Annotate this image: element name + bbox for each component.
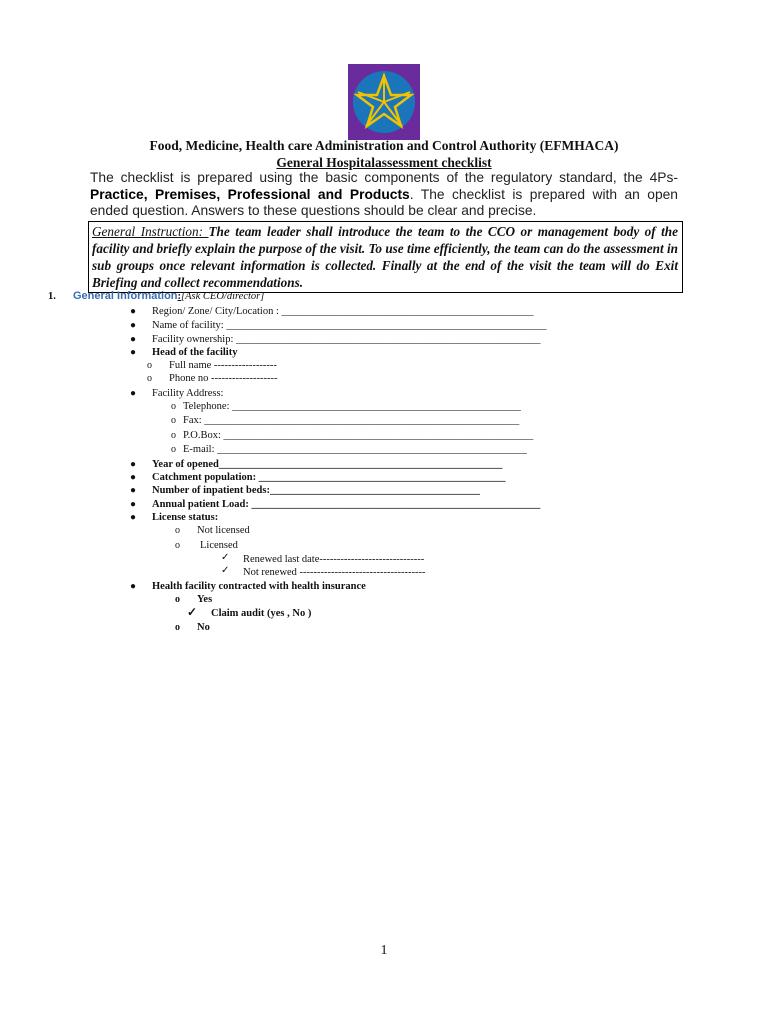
ethiopian-emblem-icon — [348, 64, 420, 140]
checkmark-icon: ✓ — [221, 565, 230, 576]
bullet-icon: ● — [130, 388, 137, 399]
licensed-option[interactable]: Licensed — [200, 540, 238, 551]
inpatient-beds-field[interactable]: Number of inpatient beds:________________________________________ — [152, 485, 480, 496]
checklist-title: General Hospitalassessment checklist — [276, 155, 492, 170]
bullet-icon: ● — [130, 499, 137, 510]
circle-bullet-icon: o — [147, 373, 152, 384]
checkmark-icon: ✓ — [221, 552, 230, 563]
renewed-last-date-field[interactable]: Renewed last date------------------------------ — [243, 554, 425, 565]
not-licensed-option[interactable]: Not licensed — [197, 525, 250, 536]
section-heading: 1. General Information:[Ask CEO/director] — [48, 290, 265, 302]
circle-bullet-icon: o — [171, 415, 176, 426]
health-insurance-label: Health facility contracted with health insurance — [152, 581, 366, 592]
facility-name-field[interactable]: Name of facility: _____________________________________________________________ — [152, 320, 547, 331]
full-name-field[interactable]: Full name ------------------ — [169, 360, 277, 371]
bullet-icon: ● — [130, 334, 137, 345]
license-status-label: License status: — [152, 512, 219, 523]
pobox-field[interactable]: P.O.Box: ___________________________________________________________ — [183, 430, 534, 441]
general-instruction-box: General Instruction: The team leader shall introduce the team to the CCO or management body of the facility and briefly explain the purpose of the visit. To use time efficiently, the team can do the assessment in sub groups once relevant information is collected. Finally at the end of the visit the team will do Exit Briefing and collect recommendations. — [88, 221, 683, 293]
page-number: 1 — [380, 943, 388, 958]
bullet-icon: ● — [130, 512, 137, 523]
bullet-icon: ● — [130, 347, 137, 358]
region-field[interactable]: Region/ Zone/ City/Location : ________________________________________________ — [152, 306, 534, 317]
circle-bullet-icon: o — [171, 401, 176, 412]
bullet-icon: ● — [130, 306, 137, 317]
bullet-icon: ● — [130, 459, 137, 470]
annual-patient-load-field[interactable]: Annual patient Load: _______________________________________________________ — [152, 499, 541, 510]
insurance-no-option[interactable]: No — [197, 622, 210, 633]
facility-address-label: Facility Address: — [152, 388, 224, 399]
authority-title: Food, Medicine, Health care Administration and Control Authority (EFMHACA) — [149, 138, 619, 153]
checkmark-icon: ✓ — [187, 605, 198, 619]
circle-bullet-icon: o — [175, 622, 180, 633]
bullet-icon: ● — [130, 581, 137, 592]
instruction-label: General Instruction: — [92, 224, 209, 239]
intro-paragraph: The checklist is prepared using the basic components of the regulatory standard, the 4Ps- Practice, Premises, Professional and Products. The checklist is prepared with an open ended question. Answers to these questions should be clear and precise. — [90, 170, 678, 218]
circle-bullet-icon: o — [175, 594, 180, 605]
facility-ownership-field[interactable]: Facility ownership: __________________________________________________________ — [152, 334, 541, 345]
claim-audit-field[interactable]: Claim audit (yes , No ) — [211, 608, 312, 619]
email-field[interactable]: E-mail: ___________________________________________________________ — [183, 444, 527, 455]
telephone-field[interactable]: Telephone: _______________________________________________________ — [183, 401, 521, 412]
head-of-facility-label: Head of the facility — [152, 347, 238, 358]
fax-field[interactable]: Fax: ____________________________________________________________ — [183, 415, 520, 426]
circle-bullet-icon: o — [175, 525, 180, 536]
bullet-icon: ● — [130, 485, 137, 496]
circle-bullet-icon: o — [171, 444, 176, 455]
catchment-population-field[interactable]: Catchment population: _______________________________________________ — [152, 472, 506, 483]
not-renewed-field[interactable]: Not renewed ------------------------------------ — [243, 567, 426, 578]
bullet-icon: ● — [130, 472, 137, 483]
insurance-yes-option[interactable]: Yes — [197, 594, 213, 605]
year-opened-field[interactable]: Year of opened______________________________________________________ — [152, 459, 503, 470]
bullet-icon: ● — [130, 320, 137, 331]
circle-bullet-icon: o — [147, 360, 152, 371]
circle-bullet-icon: o — [171, 430, 176, 441]
phone-field[interactable]: Phone no ------------------- — [169, 373, 278, 384]
circle-bullet-icon: o — [175, 540, 180, 551]
